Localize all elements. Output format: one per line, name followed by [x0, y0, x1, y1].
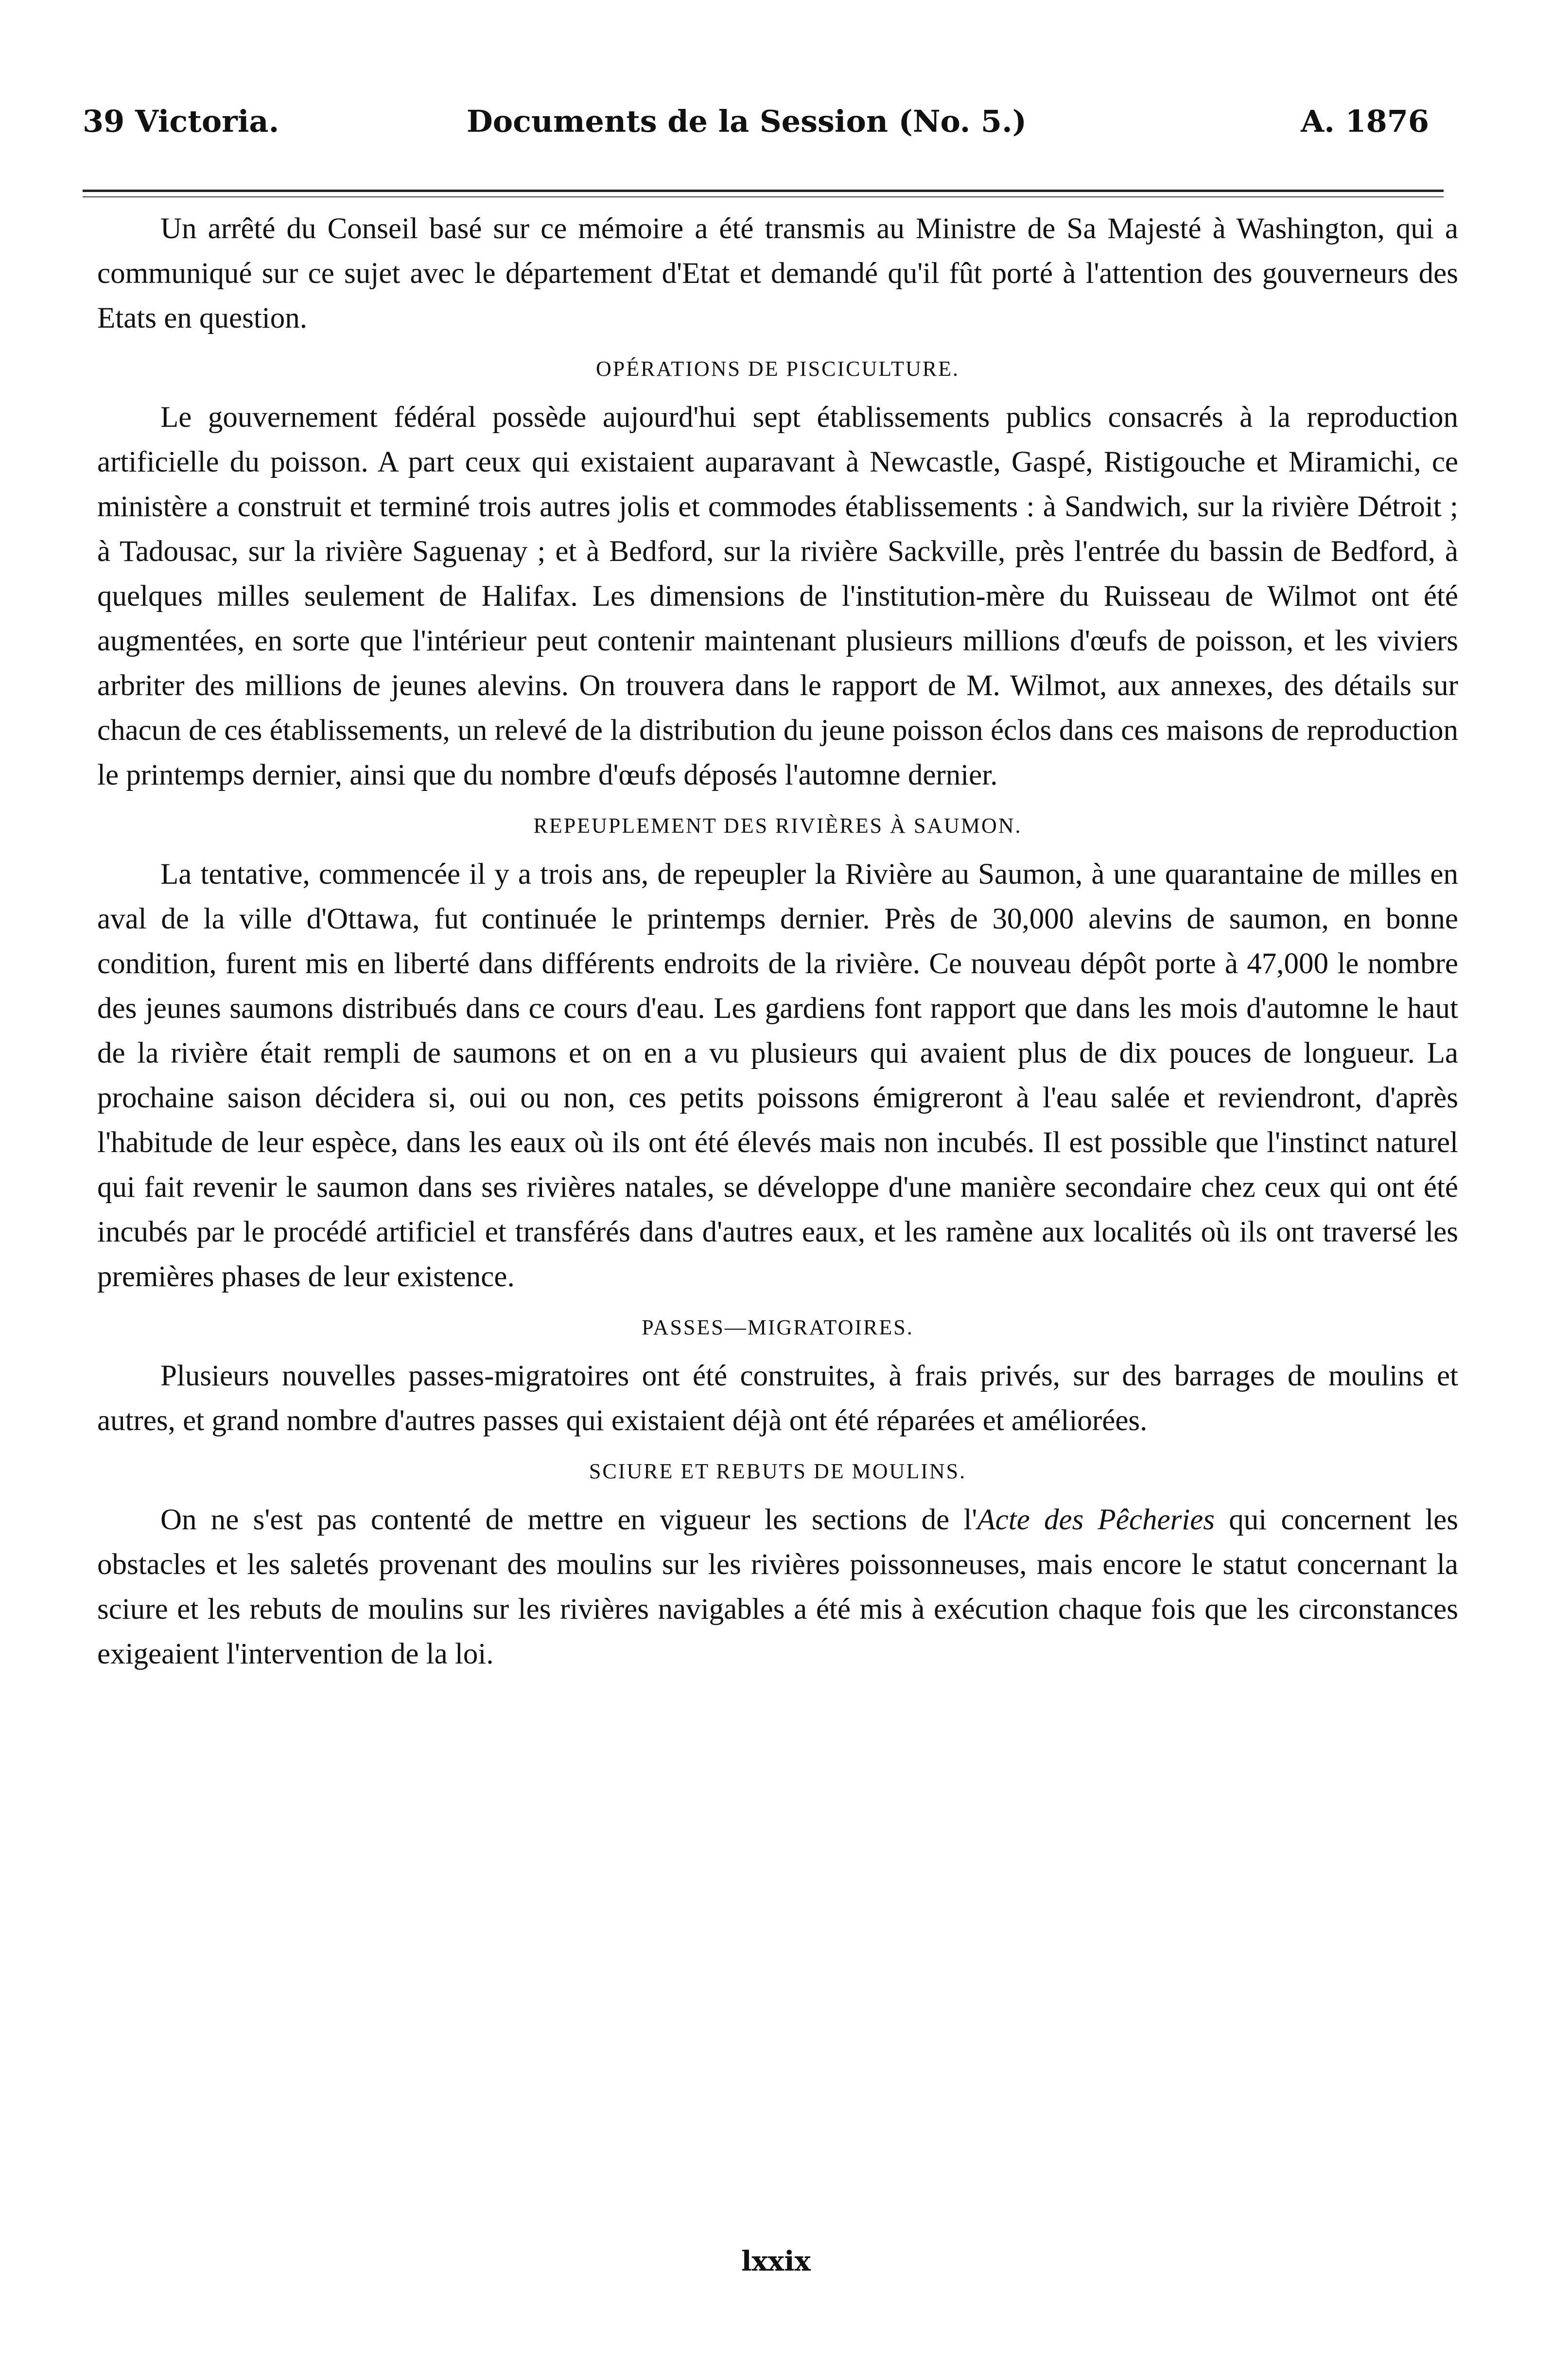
- pisciculture-paragraph: Le gouvernement fédéral possède aujourd'hui sept établissements publics consacrés à la reproduction artificielle du poisson. A part ceux qui existaient auparavant à Newcastle, Gaspé, Ristigouche et Miramichi, ce ministère a construit et terminé trois autres jolis et commodes établissements : à Sandwich, sur la rivière Détroit ; à Tadousac, sur la rivière Saguenay ; et à Bedford, sur la rivière Sackville, près l'entrée du bassin de Bedford, à quelques milles seulement de Halifax. Les dimensions de l'institution-mère du Ruisseau de Wilmot ont été augmentées, en sorte que l'intérieur peut contenir maintenant plusieurs millions d'œufs de poisson, et les viviers arbriter des millions de jeunes alevins. On trouvera dans le rapport de M. Wilmot, aux annexes, des détails sur chacun de ces établissements, un relevé de la distribution du jeune poisson éclos dans ces maisons de reproduction le printemps dernier, ainsi que du nombre d'œufs déposés l'automne dernier.: [97, 401, 1458, 791]
- sciure-text-before: On ne s'est pas contenté de mettre en vigueur les sections de l': [160, 1504, 977, 1536]
- header-document-title: Documents de la Session (No. 5.): [467, 104, 1027, 139]
- intro-paragraph: Un arrêté du Conseil basé sur ce mémoire a été transmis au Ministre de Sa Majesté à Washington, qui a communiqué sur ce sujet avec le département d'Etat et demandé qu'il fût porté à l'attention des gouverneurs des Etats en question.: [97, 212, 1458, 334]
- page-number: lxxix: [741, 2245, 811, 2277]
- heading-repeuplement: REPEUPLEMENT DES RIVIÈRES À SAUMON.: [533, 814, 1022, 838]
- repeuplement-paragraph: La tentative, commencée il y a trois ans, de repeupler la Rivière au Saumon, à une quarantaine de milles en aval de la ville d'Ottawa, fut continuée le printemps dernier. Près de 30,000 alevins de saumon, en bonne condition, furent mis en liberté dans différents endroits de la rivière. Ce nouveau dépôt porte à 47,000 le nombre des jeunes saumons distribués dans ce cours d'eau. Les gardiens font rapport que dans les mois d'automne le haut de la rivière était rempli de saumons et on en a vu plusieurs qui avaient plus de dix pouces de longueur. La prochaine saison décidera si, oui ou non, ces petits poissons émigreront à l'eau salée et reviendront, d'après l'habitude de leur espèce, dans les eaux où ils ont été élevés mais non incubés. Il est possible que l'instinct naturel qui fait revenir le saumon dans ses rivières natales, se développe d'une manière secondaire chez ceux qui ont été incubés par le procédé artificiel et transférés dans d'autres eaux, et les ramène aux localités où ils ont traversé les premières phases de leur existence.: [97, 858, 1458, 1293]
- sciure-paragraph: [97, 1498, 1458, 1677]
- header-rule-thin: [83, 196, 1444, 197]
- sciure-text-after: qui concernent les obstacles et les saletés provenant des moulins sur les rivières poissonneuses, mais encore le statut concernant la sciure et les rebuts de moulins sur les rivières navigables a été mis à exécution chaque fois que les circonstances exigeaient l'intervention de la loi.: [97, 1504, 1458, 1670]
- acte-des-pecheries-title: Acte des Pêcheries: [977, 1504, 1215, 1536]
- running-header: [83, 100, 1444, 143]
- heading-sciure: SCIURE ET REBUTS DE MOULINS.: [589, 1459, 967, 1483]
- header-year: A. 1876: [1301, 104, 1429, 139]
- heading-passes: PASSES—MIGRATOIRES.: [642, 1315, 914, 1339]
- header-regnal-year: 39 Victoria.: [83, 104, 279, 139]
- heading-pisciculture: OPÉRATIONS DE PISCICULTURE.: [595, 357, 959, 381]
- header-rule-thick: [83, 190, 1444, 192]
- passes-paragraph: Plusieurs nouvelles passes-migratoires ont été construites, à frais privés, sur des barrages de moulins et autres, et grand nombre d'autres passes qui existaient déjà ont été réparées et améliorées.: [97, 1360, 1458, 1437]
- page-body: [97, 207, 1458, 1677]
